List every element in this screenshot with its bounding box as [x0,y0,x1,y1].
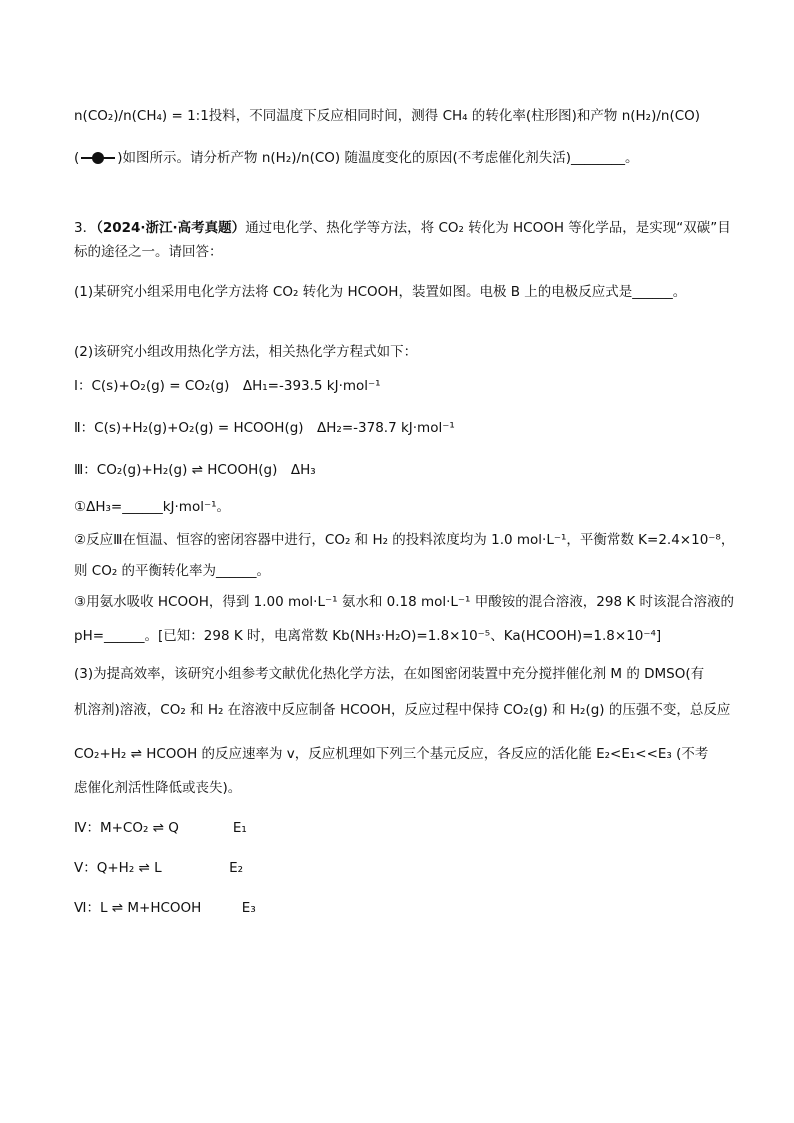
q3-intro-line-2: 标的途径之一。请回答： [74,244,223,260]
sub-question-3-line-1: ③用氨水吸收 HCOOH，得到 1.00 mol·L⁻¹ 氨水和 0.18 mol·L⁻¹ 甲酸铵的混合溶液，298 K 时该混合溶液的 [74,594,734,610]
line-marker-icon [81,152,115,164]
sub-question-1: ①ΔH₃=______kJ·mol⁻¹。 [74,499,231,515]
q3-part-3-line-3: CO₂+H₂ ⇌ HCOOH 的反应速率为 v，反应机理如下列三个基元反应，各反应的活化能 E₂<E₁<<E₃ (不考 [74,746,709,762]
prev-question-line-2-text: )如图所示。请分析产物 n(H₂)/n(CO) 随温度变化的原因(不考虑催化剂失活)________。 [117,150,639,166]
equation-3: Ⅲ：CO₂(g)+H₂(g) ⇌ HCOOH(g) ΔH₃ [74,462,316,478]
mechanism-step-5: Ⅴ：Q+H₂ ⇌ L E₂ [74,860,244,876]
q3-part-2-heading: (2)该研究小组改用热化学方法，相关热化学方程式如下： [74,344,418,360]
mechanism-step-4: Ⅳ：M+CO₂ ⇌ Q E₁ [74,820,247,836]
q3-part-3-line-4: 虑催化剂活性降低或丧失)。 [74,780,242,796]
mechanism-step-6: Ⅵ：L ⇌ M+HCOOH E₃ [74,900,256,916]
open-paren: ( [74,150,80,166]
equation-2: Ⅱ：C(s)+H₂(g)+O₂(g) = HCOOH(g) ΔH₂=-378.7 kJ·mol⁻¹ [74,420,455,436]
sub-question-2-line-2: 则 CO₂ 的平衡转化率为______。 [74,563,271,579]
sub-question-2-line-1: ②反应Ⅲ在恒温、恒容的密闭容器中进行，CO₂ 和 H₂ 的投料浓度均为 1.0 mol·L⁻¹，平衡常数 K=2.4×10⁻⁸， [74,532,735,548]
sub-question-3-line-2: pH=______。[已知：298 K 时，电离常数 Kb(NH₃·H₂O)=1.8×10⁻⁵、Ka(HCOOH)=1.8×10⁻⁴] [74,628,662,644]
prev-question-line-1: n(CO₂)/n(CH₄) = 1:1投料，不同温度下反应相同时间，测得 CH₄ 的转化率(柱形图)和产物 n(H₂)/n(CO) [74,108,701,124]
q3-part-3-line-2: 机溶剂)溶液，CO₂ 和 H₂ 在溶液中反应制备 HCOOH，反应过程中保持 CO₂(g) 和 H₂(g) 的压强不变，总反应 [74,702,731,718]
q3-number: 3． [74,220,97,236]
q3-part-3-line-1: (3)为提高效率，该研究小组参考文献优化热化学方法，在如图密闭装置中充分搅拌催化剂 M 的 DMSO(有 [74,666,705,682]
prev-question-line-2 [74,148,734,168]
q3-part-1: (1)某研究小组采用电化学方法将 CO₂ 转化为 HCOOH，装置如图。电极 B 上的电极反应式是______。 [74,284,687,300]
equation-1: Ⅰ：C(s)+O₂(g) = CO₂(g) ΔH₁=-393.5 kJ·mol⁻¹ [74,378,381,394]
q3-source: （2024·浙江·高考真题） [96,220,246,236]
q3-intro-text: 通过电化学、热化学等方法，将 CO₂ 转化为 HCOOH 等化学品，是实现“双碳”目 [245,220,731,236]
q3-intro-line-1 [74,218,734,238]
